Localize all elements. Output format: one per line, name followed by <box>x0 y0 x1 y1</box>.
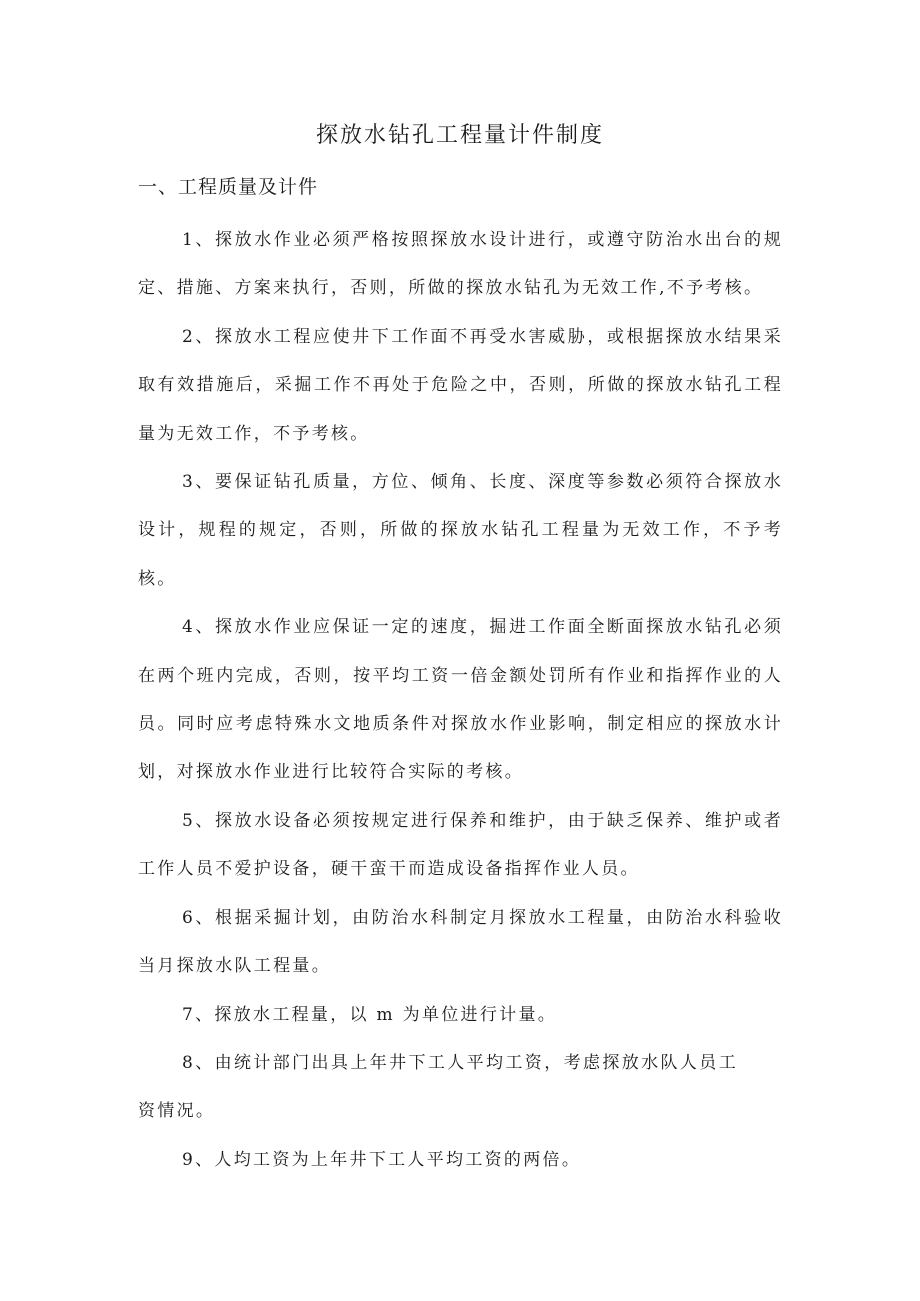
paragraph-8: 8、由统计部门出具上年井下工人平均工资，考虑探放水队人员工资情况。 <box>138 1052 738 1122</box>
section-heading: 一、工程质量及计件 <box>138 176 319 198</box>
paragraph-4: 4、探放水作业应保证一定的速度，掘进工作面全断面探放水钻孔必须在两个班内完成，否则，按平均工资一倍金额处罚所有作业和指挥作业的人员。同时应考虑特殊水文地质条件对探放水作业影响，制定相应的探放水计划，对探放水作业进行比较符合实际的考核。 <box>138 617 783 783</box>
paragraph-6: 6、根据采掘计划，由防治水科制定月探放水工程量，由防治水科验收当月探放水队工程量。 <box>138 907 783 977</box>
paragraph-9: 9、人均工资为上年井下工人平均工资的两倍。 <box>182 1149 582 1170</box>
document-title: 探放水钻孔工程量计件制度 <box>315 123 604 148</box>
document-body <box>138 216 783 1184</box>
paragraph-7: 7、探放水工程量，以 m 为单位进行计量。 <box>182 1004 558 1025</box>
paragraph-3: 3、要保证钻孔质量，方位、倾角、长度、深度等参数必须符合探放水设计，规程的规定，否则，所做的探放水钻孔工程量为无效工作，不予考核。 <box>138 472 783 589</box>
paragraph-2: 2、探放水工程应使井下工作面不再受水害威胁，或根据探放水结果采取有效措施后，采掘工作不再处于危险之中，否则，所做的探放水钻孔工程量为无效工作，不予考核。 <box>138 326 783 444</box>
paragraph-5: 5、探放水设备必须按规定进行保养和维护，由于缺乏保养、维护或者工作人员不爱护设备，硬干蛮干而造成设备指挥作业人员。 <box>138 810 783 880</box>
paragraph-1: 1、探放水作业必须严格按照探放水设计进行，或遵守防治水出台的规定、措施、方案来执行，否则，所做的探放水钻孔为无效工作,不予考核。 <box>138 230 783 299</box>
